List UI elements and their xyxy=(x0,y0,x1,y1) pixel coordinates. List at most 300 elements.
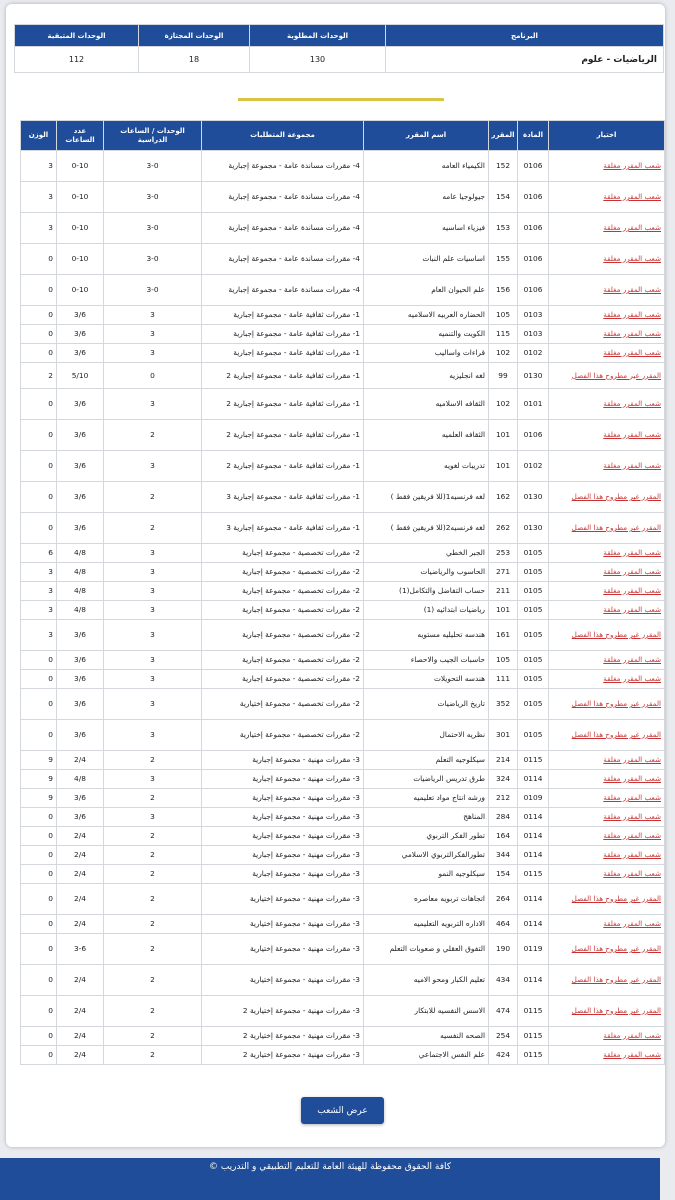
table-row xyxy=(21,915,665,934)
course-subject-code: 0105 xyxy=(518,651,549,670)
course-requirement-group: 3- مقررات مهنية - مجموعة إختيارية xyxy=(202,965,364,996)
course-status-cell xyxy=(549,620,665,651)
table-row xyxy=(21,482,665,513)
course-units: 3 xyxy=(104,325,202,344)
course-status-cell xyxy=(549,751,665,770)
table-row xyxy=(21,513,665,544)
col-requirement-group: مجموعة المتطلبات xyxy=(202,121,364,151)
course-number: 214 xyxy=(489,751,518,770)
course-weight: 0 xyxy=(21,451,57,482)
course-status-cell xyxy=(549,770,665,789)
course-subject-code: 0105 xyxy=(518,563,549,582)
course-weight: 0 xyxy=(21,808,57,827)
course-units: 3 xyxy=(104,620,202,651)
course-hours: 0-10 xyxy=(57,275,104,306)
course-status-cell xyxy=(549,325,665,344)
course-units: 2 xyxy=(104,865,202,884)
course-name: ورشه انتاج مواد تعليميه xyxy=(364,789,489,808)
course-hours: 0-10 xyxy=(57,182,104,213)
show-sections-button[interactable]: عرض الشعب xyxy=(301,1097,384,1124)
course-number: 162 xyxy=(489,482,518,513)
table-row xyxy=(21,884,665,915)
table-row xyxy=(21,1046,665,1065)
course-weight: 0 xyxy=(21,720,57,751)
course-subject-code: 0103 xyxy=(518,325,549,344)
table-row xyxy=(21,751,665,770)
course-status-cell xyxy=(549,720,665,751)
course-name: الثقافه الاسلاميه xyxy=(364,389,489,420)
course-status-cell xyxy=(549,151,665,182)
course-status-cell xyxy=(549,544,665,563)
course-status-link[interactable]: المقرر غير مطروح هذا الفصل xyxy=(571,492,661,501)
course-name: الثقافه العلميه xyxy=(364,420,489,451)
course-status-cell xyxy=(549,563,665,582)
course-number: 211 xyxy=(489,582,518,601)
course-status-cell xyxy=(549,244,665,275)
course-status-cell xyxy=(549,482,665,513)
course-name: اتجاهات تربويه معاصره xyxy=(364,884,489,915)
course-hours: 3/6 xyxy=(57,451,104,482)
course-units: 2 xyxy=(104,915,202,934)
course-subject-code: 0119 xyxy=(518,934,549,965)
course-number: 253 xyxy=(489,544,518,563)
col-course-name: اسم المقرر xyxy=(364,121,489,151)
table-row xyxy=(21,720,665,751)
course-units: 3 xyxy=(104,689,202,720)
course-weight: 0 xyxy=(21,420,57,451)
required-units: 130 xyxy=(250,47,386,73)
header-passed-units: الوحدات المجتازة xyxy=(139,25,250,47)
course-status-link[interactable]: شعب المقرر مغلقة xyxy=(603,831,661,840)
course-subject-code: 0106 xyxy=(518,420,549,451)
course-hours: 3/6 xyxy=(57,513,104,544)
course-requirement-group: 1- مقررات ثقافية عامة - مجموعة إجبارية 3 xyxy=(202,513,364,544)
course-requirement-group: 1- مقررات ثقافية عامة - مجموعة إجبارية 2 xyxy=(202,389,364,420)
course-status-link[interactable]: شعب المقرر مغلقة xyxy=(603,192,661,201)
table-row xyxy=(21,213,665,244)
course-status-cell xyxy=(549,601,665,620)
course-number: 102 xyxy=(489,389,518,420)
course-weight: 0 xyxy=(21,344,57,363)
course-subject-code: 0106 xyxy=(518,182,549,213)
course-units: 2 xyxy=(104,789,202,808)
course-requirement-group: 4- مقررات مساندة عامة - مجموعة إجبارية xyxy=(202,275,364,306)
course-hours: 3/6 xyxy=(57,789,104,808)
course-units: 3-0 xyxy=(104,275,202,306)
course-units: 2 xyxy=(104,482,202,513)
course-number: 99 xyxy=(489,363,518,389)
course-weight: 9 xyxy=(21,789,57,808)
course-requirement-group: 1- مقررات ثقافية عامة - مجموعة إجبارية 3 xyxy=(202,482,364,513)
course-weight: 0 xyxy=(21,846,57,865)
table-row xyxy=(21,182,665,213)
course-subject-code: 0101 xyxy=(518,389,549,420)
course-name: حساب التفاضل والتكامل(1) xyxy=(364,582,489,601)
course-status-link[interactable]: شعب المقرر مغلقة xyxy=(603,674,661,683)
course-requirement-group: 1- مقررات ثقافية عامة - مجموعة إجبارية xyxy=(202,344,364,363)
course-status-cell xyxy=(549,582,665,601)
course-name: علم النفس الاجتماعي xyxy=(364,1046,489,1065)
course-weight: 0 xyxy=(21,934,57,965)
course-weight: 0 xyxy=(21,965,57,996)
course-weight: 0 xyxy=(21,1046,57,1065)
course-number: 161 xyxy=(489,620,518,651)
table-row xyxy=(21,965,665,996)
course-status-cell xyxy=(549,934,665,965)
course-requirement-group: 2- مقررات تخصصية - مجموعة إجبارية xyxy=(202,620,364,651)
header-remaining-units: الوحدات المتبقية xyxy=(15,25,139,47)
course-requirement-group: 4- مقررات مساندة عامة - مجموعة إجبارية xyxy=(202,244,364,275)
course-requirement-group: 1- مقررات ثقافية عامة - مجموعة إجبارية xyxy=(202,325,364,344)
course-name: تطور الفكر التربوي xyxy=(364,827,489,846)
course-subject-code: 0115 xyxy=(518,865,549,884)
course-status-link[interactable]: شعب المقرر مغلقة xyxy=(603,399,661,408)
course-hours: 2/4 xyxy=(57,846,104,865)
course-requirement-group: 3- مقررات مهنية - مجموعة إجبارية xyxy=(202,770,364,789)
course-hours: 4/8 xyxy=(57,582,104,601)
course-status-link[interactable]: شعب المقرر مغلقة xyxy=(603,919,661,928)
main-card xyxy=(6,4,665,1147)
course-subject-code: 0114 xyxy=(518,808,549,827)
header-program: البرنامج xyxy=(386,25,664,47)
course-status-link[interactable]: شعب المقرر مغلقة xyxy=(603,254,661,263)
table-row xyxy=(21,420,665,451)
course-number: 156 xyxy=(489,275,518,306)
course-status-link[interactable]: المقرر غير مطروح هذا الفصل xyxy=(571,975,661,984)
course-status-cell xyxy=(549,1046,665,1065)
course-status-link[interactable]: شعب المقرر مغلقة xyxy=(603,430,661,439)
course-number: 474 xyxy=(489,996,518,1027)
footer-copyright: كافة الحقوق محفوظة للهيئة العامة للتعليم التطبيقي و التدريب © xyxy=(0,1158,660,1200)
course-requirement-group: 2- مقررات تخصصية - مجموعة إجبارية xyxy=(202,670,364,689)
course-requirement-group: 2- مقررات تخصصية - مجموعة إجبارية xyxy=(202,651,364,670)
table-row xyxy=(21,996,665,1027)
course-name: الاداره التربويه التعليميه xyxy=(364,915,489,934)
course-hours: 3/6 xyxy=(57,651,104,670)
courses-table xyxy=(20,120,665,1065)
course-hours: 0-10 xyxy=(57,213,104,244)
course-units: 3-0 xyxy=(104,213,202,244)
course-hours: 4/8 xyxy=(57,601,104,620)
course-subject-code: 0115 xyxy=(518,996,549,1027)
course-status-link[interactable]: شعب المقرر مغلقة xyxy=(603,812,661,821)
course-status-link[interactable]: شعب المقرر مغلقة xyxy=(603,310,661,319)
table-row xyxy=(21,770,665,789)
course-hours: 4/8 xyxy=(57,544,104,563)
course-units: 3 xyxy=(104,720,202,751)
course-status-link[interactable]: شعب المقرر مغلقة xyxy=(603,1050,661,1059)
course-number: 152 xyxy=(489,151,518,182)
course-status-link[interactable]: شعب المقرر مغلقة xyxy=(603,605,661,614)
course-requirement-group: 3- مقررات مهنية - مجموعة إختيارية 2 xyxy=(202,1027,364,1046)
course-subject-code: 0106 xyxy=(518,244,549,275)
course-subject-code: 0114 xyxy=(518,915,549,934)
table-row xyxy=(21,789,665,808)
course-status-link[interactable]: المقرر غير مطروح هذا الفصل xyxy=(571,1006,661,1015)
course-status-cell xyxy=(549,344,665,363)
course-subject-code: 0102 xyxy=(518,344,549,363)
course-name: لغه انجليزيه xyxy=(364,363,489,389)
course-status-link[interactable]: المقرر غير مطروح هذا الفصل xyxy=(571,730,661,739)
course-subject-code: 0114 xyxy=(518,846,549,865)
col-select: اختيار xyxy=(549,121,665,151)
course-status-link[interactable]: المقرر غير مطروح هذا الفصل xyxy=(571,523,661,532)
course-requirement-group: 3- مقررات مهنية - مجموعة إختيارية xyxy=(202,934,364,965)
course-status-cell xyxy=(549,670,665,689)
table-row xyxy=(21,451,665,482)
header-required-units: الوحدات المطلوبة xyxy=(250,25,386,47)
course-units: 2 xyxy=(104,934,202,965)
course-requirement-group: 2- مقررات تخصصية - مجموعة إختيارية xyxy=(202,720,364,751)
course-status-link[interactable]: شعب المقرر مغلقة xyxy=(603,461,661,470)
course-status-link[interactable]: شعب المقرر مغلقة xyxy=(603,348,661,357)
course-subject-code: 0105 xyxy=(518,670,549,689)
course-name: الكيمياء العامه xyxy=(364,151,489,182)
course-units: 2 xyxy=(104,513,202,544)
course-number: 190 xyxy=(489,934,518,965)
course-subject-code: 0114 xyxy=(518,770,549,789)
courses-header-row xyxy=(21,121,665,151)
col-hours-count: عدد الساعات xyxy=(57,121,104,151)
table-row xyxy=(21,689,665,720)
course-name: تدريبات لغويه xyxy=(364,451,489,482)
course-subject-code: 0109 xyxy=(518,789,549,808)
course-number: 154 xyxy=(489,865,518,884)
course-subject-code: 0106 xyxy=(518,151,549,182)
course-name: حاسبات الجيب والاحصاء xyxy=(364,651,489,670)
course-status-link[interactable]: المقرر غير مطروح هذا الفصل xyxy=(571,370,661,380)
course-status-cell xyxy=(549,846,665,865)
course-status-link[interactable]: شعب المقرر مغلقة xyxy=(603,850,661,859)
course-status-cell xyxy=(549,996,665,1027)
course-requirement-group: 3- مقررات مهنية - مجموعة إختيارية 2 xyxy=(202,996,364,1027)
course-status-link[interactable]: شعب المقرر مغلقة xyxy=(603,586,661,595)
course-units: 3 xyxy=(104,389,202,420)
course-name: رياضيات ابتدائيه (1) xyxy=(364,601,489,620)
course-weight: 0 xyxy=(21,482,57,513)
course-name: سيكلوجيه النمو xyxy=(364,865,489,884)
course-name: الاسس النفسيه للابتكار xyxy=(364,996,489,1027)
course-subject-code: 0105 xyxy=(518,689,549,720)
course-status-link[interactable]: المقرر غير مطروح هذا الفصل xyxy=(571,630,661,639)
course-units: 3 xyxy=(104,582,202,601)
course-hours: 4/8 xyxy=(57,563,104,582)
course-subject-code: 0103 xyxy=(518,306,549,325)
course-hours: 3/6 xyxy=(57,389,104,420)
course-requirement-group: 3- مقررات مهنية - مجموعة إجبارية xyxy=(202,808,364,827)
course-requirement-group: 3- مقررات مهنية - مجموعة إختيارية xyxy=(202,884,364,915)
course-weight: 0 xyxy=(21,651,57,670)
course-number: 324 xyxy=(489,770,518,789)
course-status-cell xyxy=(549,182,665,213)
col-course: المقرر xyxy=(489,121,518,151)
course-hours: 3-6 xyxy=(57,934,104,965)
course-number: 424 xyxy=(489,1046,518,1065)
course-number: 101 xyxy=(489,451,518,482)
course-name: تعليم الكبار ومحو الاميه xyxy=(364,965,489,996)
course-status-cell xyxy=(549,1027,665,1046)
course-weight: 0 xyxy=(21,827,57,846)
course-subject-code: 0115 xyxy=(518,751,549,770)
table-row xyxy=(21,1027,665,1046)
course-weight: 0 xyxy=(21,244,57,275)
course-hours: 3/6 xyxy=(57,306,104,325)
course-status-cell xyxy=(549,965,665,996)
course-status-cell xyxy=(549,513,665,544)
course-hours: 3/6 xyxy=(57,689,104,720)
course-status-cell xyxy=(549,689,665,720)
course-weight: 9 xyxy=(21,770,57,789)
table-row xyxy=(21,827,665,846)
course-name: اساسيات علم النبات xyxy=(364,244,489,275)
course-units: 2 xyxy=(104,1046,202,1065)
course-hours: 2/4 xyxy=(57,1046,104,1065)
course-weight: 3 xyxy=(21,182,57,213)
course-hours: 2/4 xyxy=(57,1027,104,1046)
course-status-link[interactable]: شعب المقرر مغلقة xyxy=(603,655,661,664)
course-status-link[interactable]: شعب المقرر مغلقة xyxy=(603,329,661,338)
course-name: التفوق العقلي و صعوبات التعلم xyxy=(364,934,489,965)
course-subject-code: 0130 xyxy=(518,513,549,544)
course-status-cell xyxy=(549,306,665,325)
course-status-link[interactable]: شعب المقرر مغلقة xyxy=(603,793,661,802)
course-subject-code: 0115 xyxy=(518,1027,549,1046)
course-name: الكويت والتنميه xyxy=(364,325,489,344)
course-status-link[interactable]: شعب المقرر مغلقة xyxy=(603,223,661,232)
course-units: 3 xyxy=(104,544,202,563)
passed-units: 18 xyxy=(139,47,250,73)
course-subject-code: 0106 xyxy=(518,213,549,244)
course-status-link[interactable]: شعب المقرر مغلقة xyxy=(603,548,661,557)
course-weight: 0 xyxy=(21,865,57,884)
course-number: 154 xyxy=(489,182,518,213)
course-status-link[interactable]: المقرر غير مطروح هذا الفصل xyxy=(571,894,661,903)
table-row xyxy=(21,344,665,363)
course-subject-code: 0106 xyxy=(518,275,549,306)
course-subject-code: 0115 xyxy=(518,1046,549,1065)
course-weight: 3 xyxy=(21,213,57,244)
course-weight: 3 xyxy=(21,601,57,620)
course-weight: 3 xyxy=(21,620,57,651)
table-row xyxy=(21,389,665,420)
course-requirement-group: 3- مقررات مهنية - مجموعة إجبارية xyxy=(202,789,364,808)
course-number: 105 xyxy=(489,306,518,325)
course-status-cell xyxy=(549,420,665,451)
course-number: 102 xyxy=(489,344,518,363)
course-name: جيولوجيا عامه xyxy=(364,182,489,213)
course-weight: 0 xyxy=(21,275,57,306)
course-units: 3 xyxy=(104,306,202,325)
course-status-link[interactable]: شعب المقرر مغلقة xyxy=(603,755,661,764)
course-subject-code: 0114 xyxy=(518,827,549,846)
course-subject-code: 0130 xyxy=(518,482,549,513)
course-hours: 2/4 xyxy=(57,884,104,915)
course-name: لغه فرنسيه1(للا فريقين فقط ) xyxy=(364,482,489,513)
course-subject-code: 0130 xyxy=(518,363,549,389)
course-units: 3 xyxy=(104,563,202,582)
course-name: الجبر الخطي xyxy=(364,544,489,563)
course-subject-code: 0102 xyxy=(518,451,549,482)
course-weight: 2 xyxy=(21,363,57,389)
col-weight: الوزن xyxy=(21,121,57,151)
course-status-cell xyxy=(549,827,665,846)
course-hours: 0-10 xyxy=(57,244,104,275)
course-number: 264 xyxy=(489,884,518,915)
course-name: علم الحيوان العام xyxy=(364,275,489,306)
course-name: طرق تدريس الرياضيات xyxy=(364,770,489,789)
course-requirement-group: 3- مقررات مهنية - مجموعة إختيارية 2 xyxy=(202,1046,364,1065)
course-status-link[interactable]: شعب المقرر مغلقة xyxy=(603,1031,661,1040)
course-name: سيكلوجيه التعلم xyxy=(364,751,489,770)
course-units: 2 xyxy=(104,420,202,451)
table-row xyxy=(21,544,665,563)
course-status-link[interactable]: شعب المقرر مغلقة xyxy=(603,161,661,170)
program-name: الرياضيات - علوم xyxy=(386,47,664,73)
course-subject-code: 0105 xyxy=(518,544,549,563)
course-units: 3-0 xyxy=(104,151,202,182)
course-name: الحضاره العربيه الاسلاميه xyxy=(364,306,489,325)
table-row xyxy=(21,306,665,325)
course-units: 3 xyxy=(104,808,202,827)
course-weight: 0 xyxy=(21,389,57,420)
table-row xyxy=(21,601,665,620)
course-hours: 2/4 xyxy=(57,996,104,1027)
course-number: 434 xyxy=(489,965,518,996)
course-subject-code: 0105 xyxy=(518,601,549,620)
course-name: لغه فرنسيه2(للا فريقين فقط ) xyxy=(364,513,489,544)
course-number: 164 xyxy=(489,827,518,846)
course-hours: 2/4 xyxy=(57,827,104,846)
course-subject-code: 0105 xyxy=(518,582,549,601)
course-name: هندسه تحليليه مستويه xyxy=(364,620,489,651)
course-name: الحاسوب والرياضيات xyxy=(364,563,489,582)
course-status-link[interactable]: شعب المقرر مغلقة xyxy=(603,285,661,294)
course-requirement-group: 2- مقررات تخصصية - مجموعة إجبارية xyxy=(202,563,364,582)
course-requirement-group: 1- مقررات ثقافية عامة - مجموعة إجبارية 2 xyxy=(202,451,364,482)
course-hours: 2/4 xyxy=(57,751,104,770)
course-status-link[interactable]: المقرر غير مطروح هذا الفصل xyxy=(571,944,661,953)
course-weight: 0 xyxy=(21,325,57,344)
program-summary-table xyxy=(14,24,664,73)
course-weight: 9 xyxy=(21,751,57,770)
course-requirement-group: 2- مقررات تخصصية - مجموعة إجبارية xyxy=(202,544,364,563)
course-status-cell xyxy=(549,884,665,915)
course-number: 464 xyxy=(489,915,518,934)
course-weight: 0 xyxy=(21,670,57,689)
course-status-cell xyxy=(549,275,665,306)
course-requirement-group: 3- مقررات مهنية - مجموعة إجبارية xyxy=(202,865,364,884)
course-status-cell xyxy=(549,789,665,808)
course-requirement-group: 2- مقررات تخصصية - مجموعة إختيارية xyxy=(202,689,364,720)
table-row xyxy=(21,325,665,344)
course-hours: 3/6 xyxy=(57,720,104,751)
course-hours: 4/8 xyxy=(57,770,104,789)
course-units: 2 xyxy=(104,751,202,770)
course-requirement-group: 4- مقررات مساندة عامة - مجموعة إجبارية xyxy=(202,182,364,213)
table-row xyxy=(21,620,665,651)
course-hours: 3/6 xyxy=(57,482,104,513)
table-row xyxy=(21,563,665,582)
course-status-cell xyxy=(549,651,665,670)
course-status-link[interactable]: شعب المقرر مغلقة xyxy=(603,567,661,576)
course-number: 284 xyxy=(489,808,518,827)
course-requirement-group: 1- مقررات ثقافية عامة - مجموعة إجبارية 2 xyxy=(202,420,364,451)
course-status-link[interactable]: المقرر غير مطروح هذا الفصل xyxy=(571,699,661,708)
course-name: هندسه التحويلات xyxy=(364,670,489,689)
course-status-link[interactable]: شعب المقرر مغلقة xyxy=(603,869,661,878)
course-requirement-group: 3- مقررات مهنية - مجموعة إختيارية xyxy=(202,915,364,934)
course-status-link[interactable]: شعب المقرر مغلقة xyxy=(603,774,661,783)
